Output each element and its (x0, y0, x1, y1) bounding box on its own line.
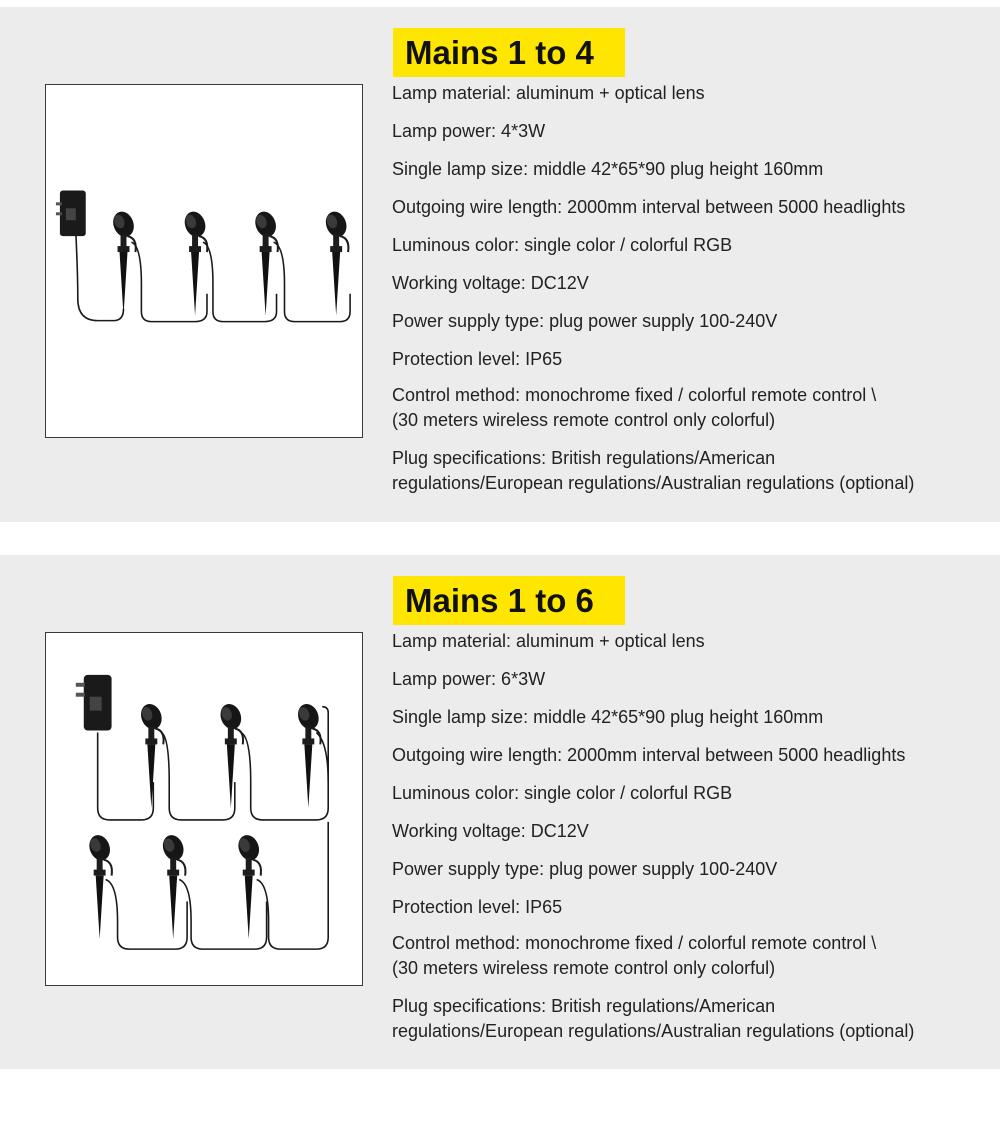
spec-line: Plug specifications: British regulations/American (392, 448, 776, 468)
spec-line: (30 meters wireless remote control only colorful) (392, 410, 776, 430)
spotlight-icon (138, 701, 166, 808)
spec-line: Single lamp size: middle 42*65*90 plug height 160mm (392, 707, 824, 727)
spec-line: Single lamp size: middle 42*65*90 plug height 160mm (392, 159, 824, 179)
spotlight-icon (217, 701, 245, 808)
spotlight-icon (322, 209, 350, 316)
power-adapter-icon (76, 675, 112, 731)
spotlight-icon (159, 832, 187, 939)
spotlight-icon (86, 832, 114, 939)
spec-line: Power supply type: plug power supply 100-240V (392, 859, 778, 879)
section-title: Mains 1 to 4 (393, 28, 625, 77)
spotlight-icon (252, 209, 280, 316)
spec-line: Lamp material: aluminum + optical lens (392, 83, 705, 103)
product-image-6-lamps (45, 632, 363, 986)
section-mains-1-to-6 (0, 555, 1000, 1069)
power-adapter-icon (56, 190, 86, 236)
wiring-diagram-6 (46, 633, 362, 985)
spec-line: Protection level: IP65 (392, 349, 563, 369)
spotlight-icon (235, 832, 263, 939)
spec-line: Working voltage: DC12V (392, 273, 589, 293)
spec-line: Control method: monochrome fixed / colorful remote control \ (392, 385, 877, 405)
spotlight-icon (110, 209, 138, 316)
spec-line: Lamp power: 6*3W (392, 669, 546, 689)
wiring-diagram-4 (46, 85, 362, 437)
spec-line: Power supply type: plug power supply 100-240V (392, 311, 778, 331)
spec-line: regulations/European regulations/Australian regulations (optional) (392, 1021, 915, 1041)
spec-line: Plug specifications: British regulations/American (392, 996, 776, 1016)
spec-line: Working voltage: DC12V (392, 821, 589, 841)
spec-line: (30 meters wireless remote control only colorful) (392, 958, 776, 978)
spec-line: Lamp material: aluminum + optical lens (392, 631, 705, 651)
spec-line: regulations/European regulations/Australian regulations (optional) (392, 473, 915, 493)
product-image-4-lamps (45, 84, 363, 438)
spec-line: Lamp power: 4*3W (392, 121, 546, 141)
spotlight-icon (295, 701, 323, 808)
spec-line: Outgoing wire length: 2000mm interval between 5000 headlights (392, 197, 906, 217)
spotlight-icon (181, 209, 209, 316)
section-mains-1-to-4 (0, 7, 1000, 522)
spec-line: Protection level: IP65 (392, 897, 563, 917)
spec-line: Luminous color: single color / colorful RGB (392, 783, 733, 803)
spec-line: Control method: monochrome fixed / colorful remote control \ (392, 933, 877, 953)
section-title: Mains 1 to 6 (393, 576, 625, 625)
spec-line: Luminous color: single color / colorful RGB (392, 235, 733, 255)
spec-line: Outgoing wire length: 2000mm interval between 5000 headlights (392, 745, 906, 765)
